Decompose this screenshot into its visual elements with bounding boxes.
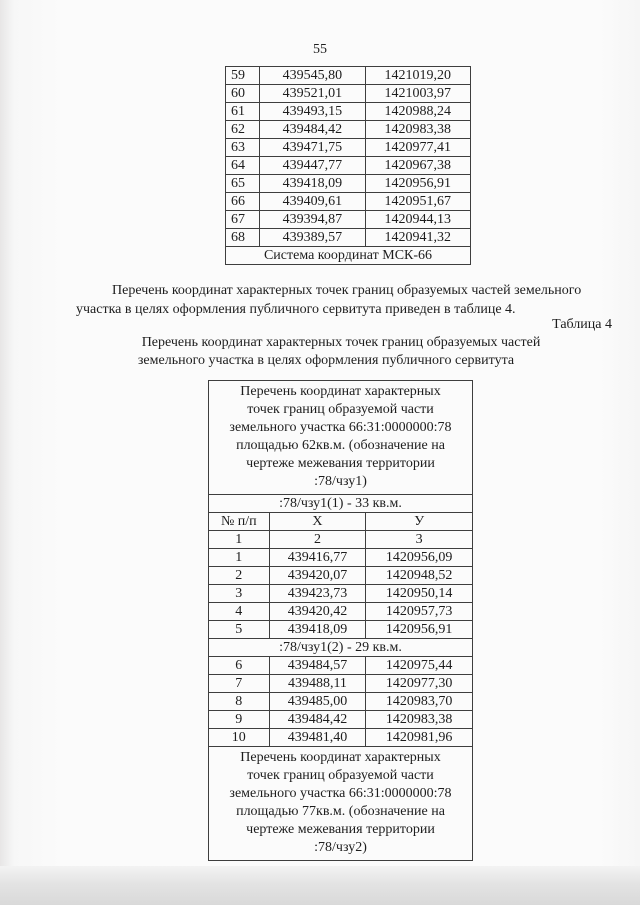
coord-x: 439423,73 (269, 585, 366, 603)
column-number-row (209, 531, 473, 549)
coord-y: 1420975,44 (366, 657, 473, 675)
coord-x: 439521,01 (260, 85, 365, 103)
coord-y: 1420948,52 (366, 567, 473, 585)
intro-paragraph (76, 281, 616, 319)
description-line: чертеже межевания территории (246, 822, 435, 837)
point-number: 10 (209, 729, 270, 747)
coord-x: 439481,40 (269, 729, 366, 747)
description-line: :78/чзу2) (314, 840, 367, 855)
point-number: 8 (209, 693, 270, 711)
description-line: Перечень координат характерных (240, 384, 441, 399)
part-header-row (209, 495, 473, 513)
part-1-header: :78/чзу1(1) - 33 кв.м. (209, 495, 473, 513)
point-number: 6 (209, 657, 270, 675)
table-header-block (209, 381, 473, 495)
description-line: площадью 62кв.м. (обозначение на (236, 438, 445, 453)
coord-x: 439416,77 (269, 549, 366, 567)
coord-y: 1420956,91 (365, 175, 470, 193)
coord-x: 439394,87 (260, 211, 365, 229)
point-number: 3 (209, 585, 270, 603)
coord-y: 1420967,38 (365, 157, 470, 175)
coordinates-table-continued (225, 66, 471, 265)
table-title-line-2: земельного участка в целях оформления публичного сервитута (137, 353, 515, 368)
coord-x: 439418,09 (269, 621, 366, 639)
point-number: 59 (226, 67, 260, 85)
part-header-row (209, 639, 473, 657)
coord-y: 1420983,38 (365, 121, 470, 139)
table-number-label: Таблица 4 (552, 317, 612, 332)
table-caption (0, 316, 612, 370)
coord-x: 439484,42 (260, 121, 365, 139)
table-row (226, 121, 471, 139)
point-number: 1 (209, 549, 270, 567)
description-line: Перечень координат характерных (240, 750, 441, 765)
coord-y: 1420956,09 (366, 549, 473, 567)
coord-x: 439447,77 (260, 157, 365, 175)
coord-x: 439418,09 (260, 175, 365, 193)
table-row (209, 729, 473, 747)
table-row (226, 103, 471, 121)
table-row (209, 567, 473, 585)
coord-y: 1421019,20 (365, 67, 470, 85)
description-line: земельного участка 66:31:0000000:78 (229, 420, 452, 435)
coord-x: 439545,80 (260, 67, 365, 85)
table-header-block (209, 747, 473, 861)
paragraph-line-1: Перечень координат характерных точек границ образуемых частей земельного (112, 283, 582, 298)
coord-y: 1420944,13 (365, 211, 470, 229)
col-header-x: X (269, 513, 366, 531)
table-row (226, 139, 471, 157)
point-number: 2 (209, 567, 270, 585)
table-row (226, 175, 471, 193)
block-1-description (209, 381, 473, 495)
table-row (209, 711, 473, 729)
column-header-row (209, 513, 473, 531)
coord-y: 1420981,96 (366, 729, 473, 747)
point-number: 7 (209, 675, 270, 693)
coord-y: 1420983,38 (366, 711, 473, 729)
point-number: 68 (226, 229, 260, 247)
point-number: 63 (226, 139, 260, 157)
page-bottom-shadow (0, 866, 640, 905)
point-number: 64 (226, 157, 260, 175)
table-row (209, 585, 473, 603)
point-number: 67 (226, 211, 260, 229)
col-number-1: 1 (209, 531, 270, 549)
coord-x: 439484,57 (269, 657, 366, 675)
coord-y: 1420977,30 (366, 675, 473, 693)
coord-y: 1420988,24 (365, 103, 470, 121)
block-2-description (209, 747, 473, 861)
coordinate-system-label: Система координат МСК-66 (226, 247, 471, 265)
point-number: 62 (226, 121, 260, 139)
coord-x: 439493,15 (260, 103, 365, 121)
description-line: точек границ образуемой части (247, 402, 434, 417)
point-number: 61 (226, 103, 260, 121)
table-row (226, 193, 471, 211)
coord-y: 1420951,67 (365, 193, 470, 211)
description-line: :78/чзу1) (314, 474, 367, 489)
table-row (226, 211, 471, 229)
coord-x: 439389,57 (260, 229, 365, 247)
description-line: земельного участка 66:31:0000000:78 (229, 786, 452, 801)
table-row (209, 603, 473, 621)
point-number: 60 (226, 85, 260, 103)
table-row (226, 157, 471, 175)
coord-y: 1420956,91 (366, 621, 473, 639)
coord-y: 1421003,97 (365, 85, 470, 103)
col-number-3: 3 (366, 531, 473, 549)
coord-y: 1420957,73 (366, 603, 473, 621)
table-row (226, 67, 471, 85)
coord-x: 439488,11 (269, 675, 366, 693)
coord-x: 439420,07 (269, 567, 366, 585)
coord-y: 1420941,32 (365, 229, 470, 247)
part-2-header: :78/чзу1(2) - 29 кв.м. (209, 639, 473, 657)
point-number: 66 (226, 193, 260, 211)
coord-x: 439409,61 (260, 193, 365, 211)
coord-x: 439484,42 (269, 711, 366, 729)
table-row (209, 549, 473, 567)
point-number: 9 (209, 711, 270, 729)
table-footer-row (226, 247, 471, 265)
paragraph-line-2: участка в целях оформления публичного сервитута приведен в таблице 4. (76, 302, 516, 317)
page-number: 55 (313, 42, 327, 57)
point-number: 5 (209, 621, 270, 639)
coord-x: 439471,75 (260, 139, 365, 157)
table-row (209, 675, 473, 693)
coord-y: 1420950,14 (366, 585, 473, 603)
point-number: 4 (209, 603, 270, 621)
col-header-y: У (366, 513, 473, 531)
coord-x: 439485,00 (269, 693, 366, 711)
col-header-number: № п/п (209, 513, 270, 531)
coord-x: 439420,42 (269, 603, 366, 621)
table-row (226, 229, 471, 247)
table-4 (208, 380, 473, 861)
table-row (209, 693, 473, 711)
description-line: площадью 77кв.м. (обозначение на (236, 804, 445, 819)
table-title-line-1: Перечень координат характерных точек границ образуемых частей (141, 335, 541, 350)
table-row (226, 85, 471, 103)
coord-y: 1420977,41 (365, 139, 470, 157)
col-number-2: 2 (269, 531, 366, 549)
description-line: точек границ образуемой части (247, 768, 434, 783)
coord-y: 1420983,70 (366, 693, 473, 711)
point-number: 65 (226, 175, 260, 193)
description-line: чертеже межевания территории (246, 456, 435, 471)
table-row (209, 621, 473, 639)
table-row (209, 657, 473, 675)
